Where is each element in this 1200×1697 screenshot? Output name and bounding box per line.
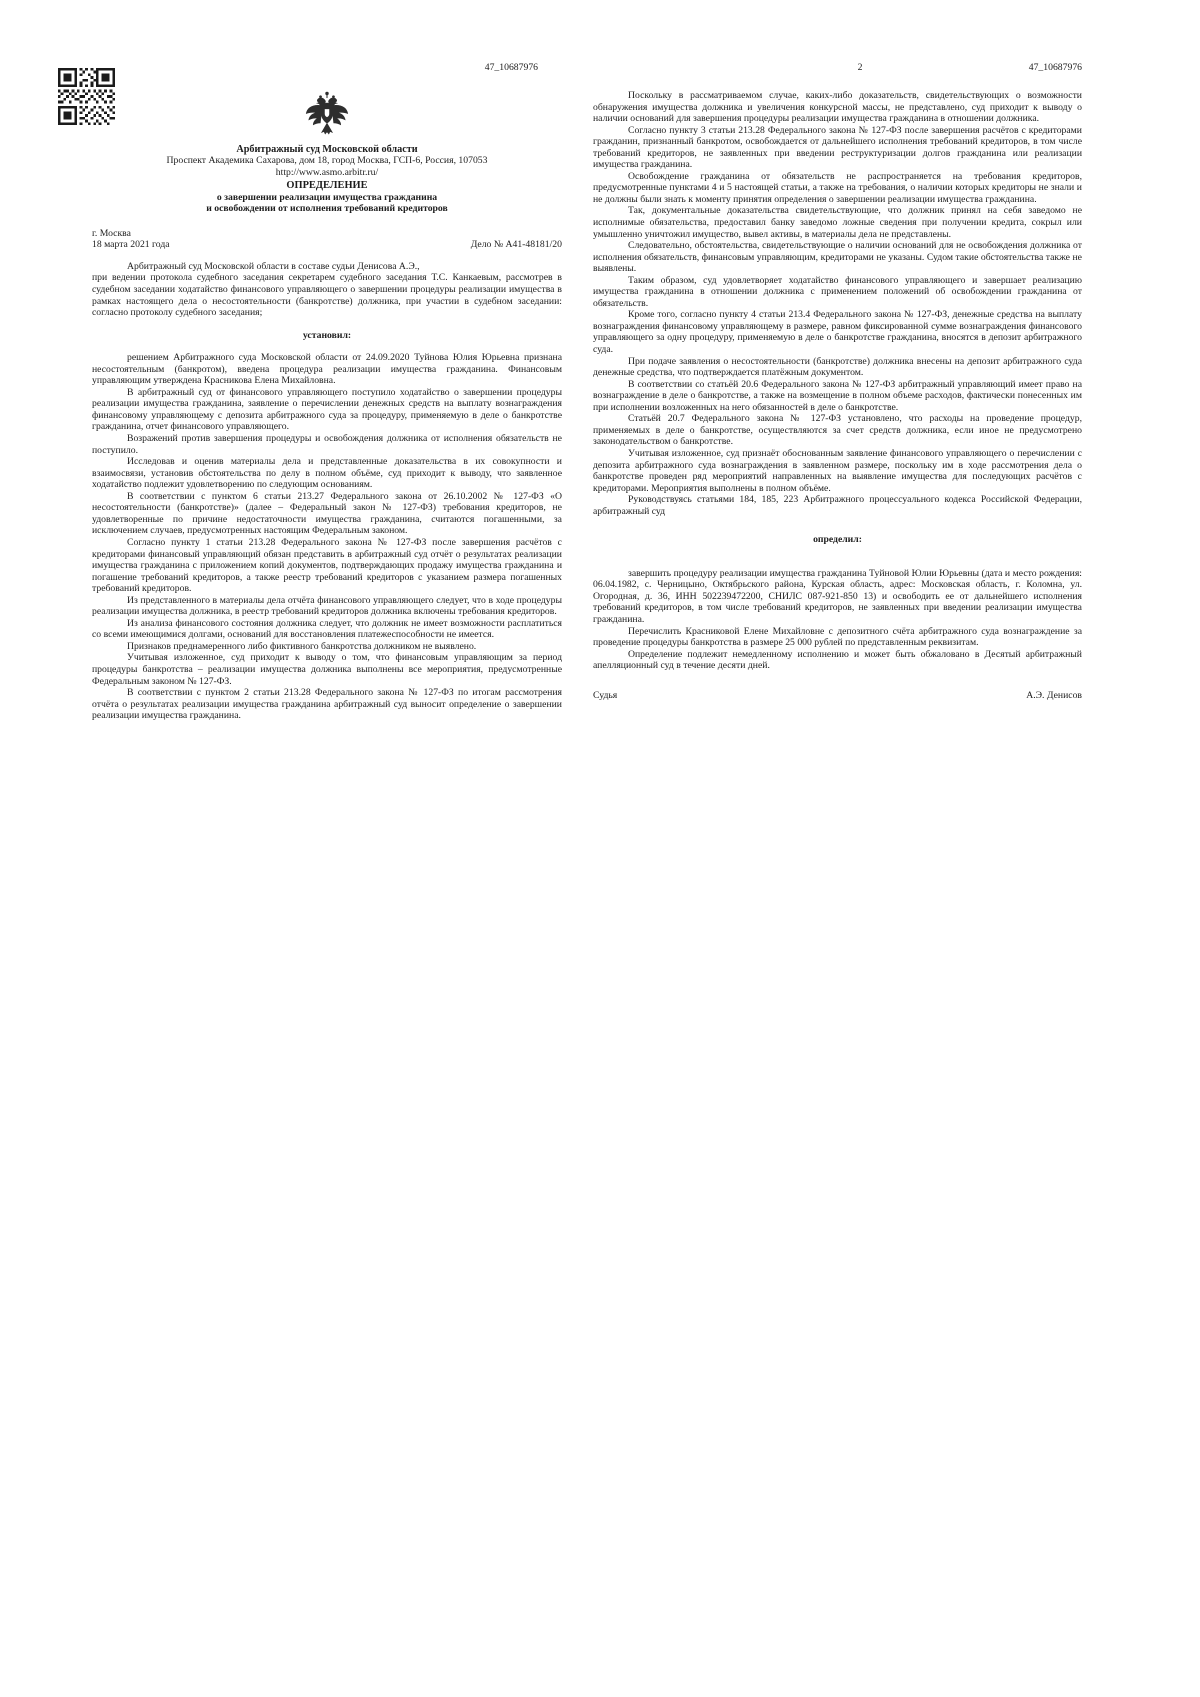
paragraph: Признаков преднамеренного либо фиктивного банкротства должником не выявлено.: [127, 640, 477, 652]
paragraph: Учитывая изложенное, суд приходит к выводу о том, что финансовым управляющим за период процедуры банкротства – реализации имущества должника выполнены все мероприятия, предусмотренные Федеральным законом № 127-ФЗ.: [92, 652, 562, 687]
paragraph: Исследовав и оценив материалы дела и представленные доказательства в их совокупности и взаимосвязи, установив обстоятельства по делу в полном объёме, суд приходит к выводу, что заявленное ходатайство подлежит удовлетворению по следующим основаниям.: [92, 456, 562, 491]
coat-of-arms-icon: [302, 89, 352, 139]
intro-paragraph: при ведении протокола судебного заседания секретарем судебного заседания Т.С. Канкаевым, рассмотрев в судебном заседании ходатайство финансового управляющего о завершении процедуры реализации имущества в рамках настоящего дела о несостоятельности (банкротстве) должника, при участии в судебном заседании: согласно протоколу судебного заседания;: [92, 272, 562, 319]
place-label: г. Москва: [92, 227, 131, 239]
paragraph: Определение подлежит немедленному исполнению и может быть обжаловано в Десятый арбитражный апелляционный суд в течение десяти дней.: [593, 648, 1082, 672]
paragraph: В соответствии с пунктом 2 статьи 213.28 Федерального закона № 127-ФЗ по итогам рассмотрения отчёта о результатах реализации имущества гражданина арбитражный суд выносит определение о завершении реализации имущества гражданина.: [92, 687, 562, 722]
paragraph: Перечислить Красниковой Елене Михайловне с депозитного счёта арбитражного суда вознаграждение за проведение процедуры банкротства в размере 25 000 рублей по представленным реквизитам.: [593, 625, 1082, 649]
paragraph: Из представленного в материалы дела отчёта финансового управляющего следует, что в ходе процедуры реализации имущества должника, в реестр требований кредиторов должника включены требования кредиторов.: [92, 594, 562, 618]
section-heading-opredelil: определил:: [813, 534, 862, 546]
court-address: Проспект Академика Сахарова, дом 18, город Москва, ГСП-6, Россия, 107053: [166, 155, 488, 167]
page-number: 2: [857, 62, 863, 73]
paragraph: Кроме того, согласно пункту 4 статьи 213.4 Федерального закона № 127-ФЗ, денежные средства на выплату вознаграждения финансовому управляющему в размере, равном фиксированной сумме вознаграждения финансового управляющего за одну процедуру, применяемую в деле о банкротстве гражданина, вносятся в депозит арбитражного суда.: [593, 309, 1082, 356]
page-2-body-before: [593, 90, 1082, 517]
ruling-date: 18 марта 2021 года: [92, 239, 170, 251]
page-1: [92, 62, 562, 722]
paragraph: В арбитражный суд от финансового управляющего поступило ходатайство о завершении процедуры реализации имущества гражданина, заявление о перечислении денежных средств на выплату вознаграждения финансовому управляющему с депозита арбитражного суда за процедуру, применяемую в деле о банкротстве гражданина, отчет финансового управляющего.: [92, 386, 562, 433]
paragraph: завершить процедуру реализации имущества гражданина Туйновой Юлии Юрьевны (дата и место рождения: 06.04.1982, с. Черницыно, Октябрьского района, Курская область, адрес: Московская область, г. Коломна, ул. Огородная, д. 36, ИНН 502239472200, СНИЛС 087-921-850 13) и освободить ее от дальнейшего исполнения требований кредиторов, в том числе требований кредиторов, не заявленных при введении реализации имущества гражданина.: [593, 567, 1082, 625]
intro-paragraph: Арбитражный суд Московской области в составе судьи Денисова А.Э.,: [127, 260, 420, 272]
court-name: Арбитражный суд Московской области: [236, 143, 418, 155]
signature-name: А.Э. Денисов: [1026, 689, 1082, 701]
document-subtitle-line1: о завершении реализации имущества гражданина: [216, 191, 438, 203]
paragraph: Согласно пункту 3 статьи 213.28 Федерального закона № 127-ФЗ после завершения расчётов с кредиторами гражданин, признанный банкротом, освобождается от дальнейшего исполнения требований кредиторов, в том числе требований кредиторов, не заявленных при введении реструктуризации долгов гражданина или реализации имущества гражданина.: [593, 124, 1082, 171]
paragraph: Освобождение гражданина от обязательств не распространяется на требования кредиторов, предусмотренные пунктами 4 и 5 настоящей статьи, а также на требования, о наличии которых кредиторы не знали и не должны были знать к моменту принятия определения о завершении реализации имущества гражданина.: [593, 170, 1082, 205]
paragraph: Так, документальные доказательства свидетельствующие, что должник принял на себя заведомо не исполнимые обязательства, предоставил банку заведомо ложные сведения при получении кредита, сокрыл или умышленно уничтожил имущество, вывел активы, в материалы дела не представлены.: [593, 205, 1082, 240]
document-number: 47_10687976: [484, 62, 538, 73]
paragraph: Возражений против завершения процедуры и освобождения должника от исполнения обязательств не поступило.: [92, 433, 562, 456]
paragraph: В соответствии с пунктом 6 статьи 213.27 Федерального закона от 26.10.2002 № 127-ФЗ «О несостоятельности (банкротстве)» (далее – Федеральный закон № 127-ФЗ) требования кредиторов, не удовлетворенные по причине недостаточности имущества гражданина, считаются погашенными, за исключением случаев, предусмотренных настоящим Федеральным законом.: [92, 490, 562, 537]
signature-row: [593, 690, 1082, 702]
paragraph: Таким образом, суд удовлетворяет ходатайство финансового управляющего и завершает реализацию имущества гражданина в отношении должника с применением положений об освобождении гражданина от обязательств.: [593, 274, 1082, 309]
paragraph: Из анализа финансового состояния должника следует, что должник не имеет возможности расплатиться со всеми имеющимися долгами, оснований для восстановления платежеспособности не имеется.: [92, 617, 562, 641]
paragraph: Руководствуясь статьями 184, 185, 223 Арбитражного процессуального кодекса Российской Федерации, арбитражный суд: [593, 494, 1082, 517]
signature-role: Судья: [593, 689, 618, 701]
section-heading-ustanovil: установил:: [302, 329, 352, 341]
paragraph: При подаче заявления о несостоятельности (банкротстве) должника внесены на депозит арбитражного суда денежные средства, что подтверждается платёжным документом.: [593, 355, 1082, 379]
document-subtitle-line2: и освобождении от исполнения требований кредиторов: [206, 203, 448, 215]
paragraph: В соответствии со статьёй 20.6 Федерального закона № 127-ФЗ арбитражный управляющий имеет право на вознаграждение в деле о банкротстве, а также на возмещение в полном объеме расходов, фактически понесенных им при исполнении возложенных на него обязанностей в деле о банкротстве.: [593, 378, 1082, 413]
page-2-body-after: [593, 568, 1082, 672]
page-1-body: [92, 352, 562, 722]
case-number: Дело № А41-48181/20: [470, 239, 562, 251]
document-number: 47_10687976: [1028, 62, 1082, 73]
page-2: [593, 62, 1082, 701]
paragraph: Статьёй 20.7 Федерального закона № 127-ФЗ установлено, что расходы на проведение процедур, применяемых в деле о банкротстве, осуществляются за счет средств должника, если иное не предусмотрено законодательством о банкротстве.: [593, 413, 1082, 448]
paragraph: Поскольку в рассматриваемом случае, каких-либо доказательств, свидетельствующих о возможности обнаружения имущества должника и увеличения конкурсной массы, не представлено, суд приходит к выводу о наличии оснований для завершения процедуры реализации имущества гражданина в отношении должника.: [593, 90, 1082, 125]
paragraph: Согласно пункту 1 статьи 213.28 Федерального закона № 127-ФЗ после завершения расчётов с кредиторами финансовый управляющий обязан представить в арбитражный суд отчёт о результатах реализации имущества гражданина с приложением копий документов, подтверждающих продажу имущества гражданина и погашение требований кредиторов, а также реестр требований кредиторов с указанием размера погашенных требований кредиторов.: [92, 536, 562, 595]
court-website: http://www.asmo.arbitr.ru/: [275, 166, 379, 178]
paragraph: Учитывая изложенное, суд признаёт обоснованным заявление финансового управляющего о перечислении с депозита арбитражного суда вознаграждения в заявленном размере, поскольку им в ходе рассмотрения дела о банкротстве проведен ряд мероприятий направленных на выявление имущества для последующих расчётов с кредиторами. Мероприятия выполнены в полном объёме.: [593, 447, 1082, 494]
paragraph: Следовательно, обстоятельства, свидетельствующие о наличии оснований для не освобождения должника от исполнения обязательств, финансовым управляющим, кредиторами не указаны. Судом такие обстоятельства также не выявлены.: [593, 240, 1082, 275]
document-title: ОПРЕДЕЛЕНИЕ: [286, 180, 368, 192]
paragraph: решением Арбитражного суда Московской области от 24.09.2020 Туйнова Юлия Юрьевна признана несостоятельным (банкротом), введена процедура реализации имущества гражданина. Финансовым управляющим утверждена Красникова Елена Михайловна.: [92, 352, 562, 387]
